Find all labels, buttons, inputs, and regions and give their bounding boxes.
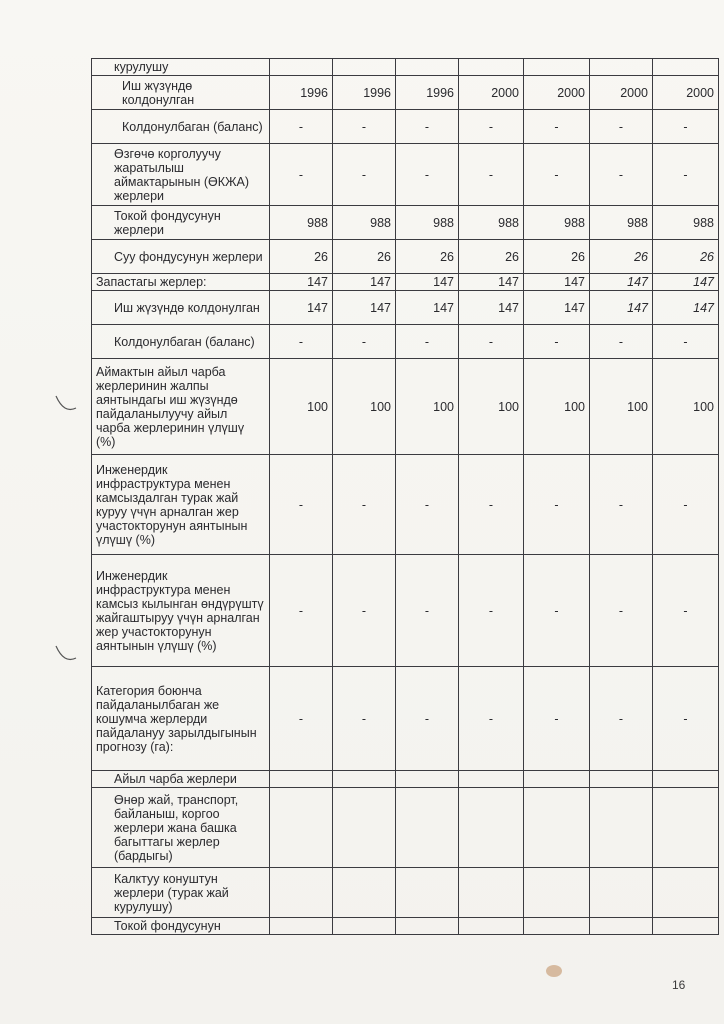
value-cell xyxy=(653,788,719,868)
table-row xyxy=(92,59,719,76)
value-cell: 988 xyxy=(524,206,590,240)
value-cell: 26 xyxy=(653,240,719,274)
value-cell xyxy=(396,771,459,788)
value-cell xyxy=(333,918,396,935)
table-row xyxy=(92,291,719,325)
value-cell: - xyxy=(590,555,653,667)
value-cell: - xyxy=(270,110,333,144)
value-cell: - xyxy=(396,144,459,206)
value-cell: 147 xyxy=(396,274,459,291)
row-label: Өзгөчө корголуучу жаратылыш аймактарынын (ӨКЖА) жерлери xyxy=(92,144,270,206)
row-label: Өнөр жай, транспорт, байланыш, коргоо жерлери жана башка багыттагы жерлер (бардыгы) xyxy=(92,788,270,868)
value-cell: 26 xyxy=(524,240,590,274)
value-cell xyxy=(396,868,459,918)
value-cell: 988 xyxy=(396,206,459,240)
row-label: Колдонулбаган (баланс) xyxy=(92,110,270,144)
value-cell: 100 xyxy=(653,359,719,455)
value-cell xyxy=(270,918,333,935)
value-cell xyxy=(590,918,653,935)
value-cell: 988 xyxy=(459,206,524,240)
table-row xyxy=(92,206,719,240)
table-row xyxy=(92,455,719,555)
value-cell: - xyxy=(333,555,396,667)
value-cell: - xyxy=(590,110,653,144)
value-cell xyxy=(653,868,719,918)
value-cell: - xyxy=(524,667,590,771)
value-cell: 2000 xyxy=(653,76,719,110)
value-cell xyxy=(396,59,459,76)
value-cell: 147 xyxy=(459,274,524,291)
value-cell: - xyxy=(459,555,524,667)
value-cell: 100 xyxy=(590,359,653,455)
value-cell: - xyxy=(653,667,719,771)
table-row xyxy=(92,240,719,274)
value-cell: 2000 xyxy=(459,76,524,110)
value-cell: 100 xyxy=(270,359,333,455)
value-cell: - xyxy=(590,144,653,206)
row-label: Инженердик инфраструктура менен камсыз кылынган өндүрүштү жайгаштыруу үчүн арналган жер участокторунун аянтынын үлүшү (%) xyxy=(92,555,270,667)
value-cell xyxy=(653,918,719,935)
value-cell xyxy=(590,868,653,918)
value-cell: - xyxy=(333,110,396,144)
row-label: Токой фондусунун xyxy=(92,918,270,935)
value-cell: - xyxy=(590,325,653,359)
row-label: Колдонулбаган (баланс) xyxy=(92,325,270,359)
value-cell: 26 xyxy=(333,240,396,274)
value-cell xyxy=(590,771,653,788)
value-cell: 1996 xyxy=(396,76,459,110)
value-cell: 147 xyxy=(333,274,396,291)
table-row xyxy=(92,274,719,291)
row-label: Категория боюнча пайдаланылбаган же кошумча жерлерди пайдалануу зарылдыгынын прогнозу (га): xyxy=(92,667,270,771)
row-label: Иш жүзүндө колдонулган xyxy=(92,291,270,325)
margin-bracket-mark-1 xyxy=(54,392,78,416)
value-cell: 988 xyxy=(270,206,333,240)
value-cell: 147 xyxy=(524,291,590,325)
table-row xyxy=(92,110,719,144)
value-cell: - xyxy=(270,455,333,555)
value-cell: - xyxy=(459,455,524,555)
value-cell: - xyxy=(333,144,396,206)
table-row xyxy=(92,555,719,667)
value-cell xyxy=(270,788,333,868)
value-cell xyxy=(653,59,719,76)
table-row xyxy=(92,325,719,359)
value-cell xyxy=(459,868,524,918)
value-cell: - xyxy=(653,555,719,667)
value-cell: - xyxy=(396,455,459,555)
value-cell xyxy=(524,918,590,935)
value-cell: 147 xyxy=(333,291,396,325)
value-cell: 2000 xyxy=(524,76,590,110)
value-cell xyxy=(459,788,524,868)
value-cell: - xyxy=(590,455,653,555)
value-cell: - xyxy=(396,555,459,667)
row-label: Запастагы жерлер: xyxy=(92,274,270,291)
value-cell: - xyxy=(270,667,333,771)
row-label: Иш жүзүндө колдонулган xyxy=(92,76,270,110)
value-cell: - xyxy=(459,144,524,206)
value-cell xyxy=(333,868,396,918)
value-cell: - xyxy=(333,325,396,359)
value-cell: - xyxy=(396,325,459,359)
value-cell: 100 xyxy=(396,359,459,455)
value-cell: 147 xyxy=(653,274,719,291)
value-cell xyxy=(590,59,653,76)
value-cell xyxy=(396,788,459,868)
table-row xyxy=(92,359,719,455)
value-cell: - xyxy=(333,455,396,555)
row-label: Суу фондусунун жерлери xyxy=(92,240,270,274)
value-cell xyxy=(396,918,459,935)
value-cell xyxy=(459,918,524,935)
value-cell xyxy=(524,868,590,918)
row-label: Аймактын айыл чарба жерлеринин жалпы аянтындагы иш жүзүндө пайдаланылуучу айыл чарба жерлеринин үлүшү (%) xyxy=(92,359,270,455)
table-row xyxy=(92,788,719,868)
value-cell: 147 xyxy=(590,291,653,325)
row-label: курулушу xyxy=(92,59,270,76)
value-cell: 100 xyxy=(333,359,396,455)
value-cell: 988 xyxy=(653,206,719,240)
value-cell: - xyxy=(653,325,719,359)
table-row xyxy=(92,76,719,110)
value-cell: 1996 xyxy=(333,76,396,110)
value-cell: - xyxy=(653,110,719,144)
table-row xyxy=(92,918,719,935)
table-row xyxy=(92,667,719,771)
value-cell: - xyxy=(459,110,524,144)
value-cell xyxy=(524,788,590,868)
value-cell: 988 xyxy=(333,206,396,240)
value-cell: - xyxy=(524,325,590,359)
value-cell: 100 xyxy=(459,359,524,455)
value-cell: - xyxy=(653,144,719,206)
value-cell: 26 xyxy=(396,240,459,274)
value-cell xyxy=(270,59,333,76)
table-row xyxy=(92,771,719,788)
value-cell xyxy=(270,868,333,918)
value-cell: 2000 xyxy=(590,76,653,110)
value-cell xyxy=(653,771,719,788)
row-label: Инженердик инфраструктура менен камсыздалган турак жай куруу үчүн арналган жер участокторунун аянтынын үлүшү (%) xyxy=(92,455,270,555)
value-cell: 147 xyxy=(524,274,590,291)
land-use-table xyxy=(91,58,719,935)
row-label: Токой фондусунун жерлери xyxy=(92,206,270,240)
value-cell xyxy=(270,771,333,788)
value-cell: 147 xyxy=(590,274,653,291)
value-cell: - xyxy=(396,667,459,771)
value-cell: - xyxy=(459,667,524,771)
value-cell: 147 xyxy=(653,291,719,325)
value-cell: - xyxy=(459,325,524,359)
value-cell: 988 xyxy=(590,206,653,240)
row-label: Калктуу конуштун жерлери (турак жай курулушу) xyxy=(92,868,270,918)
value-cell: 26 xyxy=(459,240,524,274)
value-cell xyxy=(524,59,590,76)
value-cell: - xyxy=(270,325,333,359)
value-cell: - xyxy=(590,667,653,771)
value-cell: 100 xyxy=(524,359,590,455)
value-cell: - xyxy=(270,555,333,667)
value-cell: 26 xyxy=(270,240,333,274)
value-cell: - xyxy=(524,455,590,555)
value-cell xyxy=(524,771,590,788)
row-label: Айыл чарба жерлери xyxy=(92,771,270,788)
value-cell: - xyxy=(653,455,719,555)
value-cell: - xyxy=(524,555,590,667)
value-cell xyxy=(333,788,396,868)
margin-bracket-mark-2 xyxy=(54,642,78,666)
value-cell: - xyxy=(524,110,590,144)
value-cell: 147 xyxy=(270,274,333,291)
value-cell: 26 xyxy=(590,240,653,274)
value-cell xyxy=(333,771,396,788)
value-cell: - xyxy=(524,144,590,206)
value-cell: - xyxy=(270,144,333,206)
value-cell: 1996 xyxy=(270,76,333,110)
page-number: 16 xyxy=(672,978,686,992)
ink-smudge xyxy=(543,962,565,980)
value-cell xyxy=(459,771,524,788)
value-cell: - xyxy=(333,667,396,771)
table-row xyxy=(92,868,719,918)
value-cell xyxy=(459,59,524,76)
table-row xyxy=(92,144,719,206)
value-cell: 147 xyxy=(396,291,459,325)
value-cell xyxy=(333,59,396,76)
value-cell: 147 xyxy=(270,291,333,325)
value-cell: 147 xyxy=(459,291,524,325)
value-cell: - xyxy=(396,110,459,144)
value-cell xyxy=(590,788,653,868)
